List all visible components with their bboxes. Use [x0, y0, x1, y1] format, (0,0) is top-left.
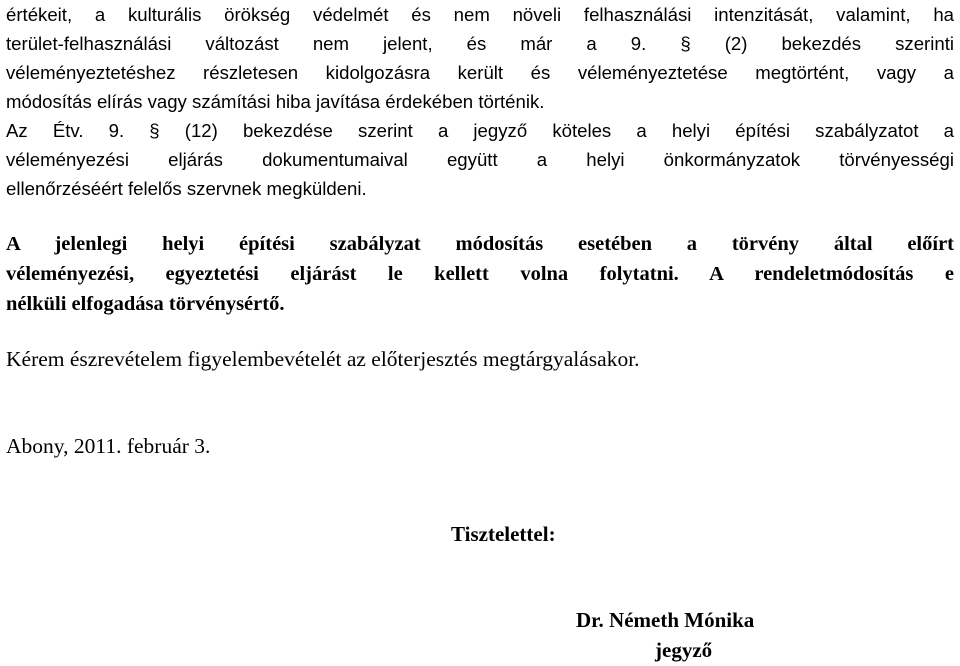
signatory-name: Dr. Németh Mónika: [576, 608, 755, 632]
paragraph-continuation: [6, 0, 954, 116]
text-line: véleményezési eljárás dokumentumaival együtt a helyi önkormányzatok törvényességi: [6, 149, 954, 170]
text-line: A jelenlegi helyi építési szabályzat módosítás esetében a törvény által előírt: [6, 233, 954, 255]
text-line: Az Étv. 9. § (12) bekezdése szerint a jegyző köteles a helyi építési szabályzatot a: [6, 120, 954, 141]
closing-salutation: Tisztelettel:: [451, 522, 556, 546]
signatory-title: jegyző: [655, 638, 713, 662]
request-sentence: Kérem észrevételem figyelembevételét az előterjesztés megtárgyalásakor.: [6, 347, 640, 371]
text-line: értékeit, a kulturális örökség védelmét és nem növeli felhasználási intenzitását, valamint, ha: [6, 4, 954, 25]
text-line: véleményezési, egyeztetési eljárást le kellett volna folytatni. A rendeletmódosítás e: [6, 263, 954, 285]
text-line: nélküli elfogadása törvénysértő.: [6, 293, 285, 315]
paragraph-etv-reference: [6, 116, 954, 203]
place-and-date: Abony, 2011. február 3.: [6, 434, 211, 458]
paragraph-conclusion: [6, 229, 954, 319]
text-line: módosítás elírás vagy számítási hiba javítása érdekében történik.: [6, 91, 545, 112]
text-line: véleményeztetéshez részletesen kidolgozásra került és véleményeztetése megtörtént, vagy a: [6, 62, 954, 83]
text-line: ellenőrzéséért felelős szervnek megküldeni.: [6, 178, 367, 199]
text-line: terület-felhasználási változást nem jelent, és már a 9. § (2) bekezdés szerinti: [6, 33, 954, 54]
